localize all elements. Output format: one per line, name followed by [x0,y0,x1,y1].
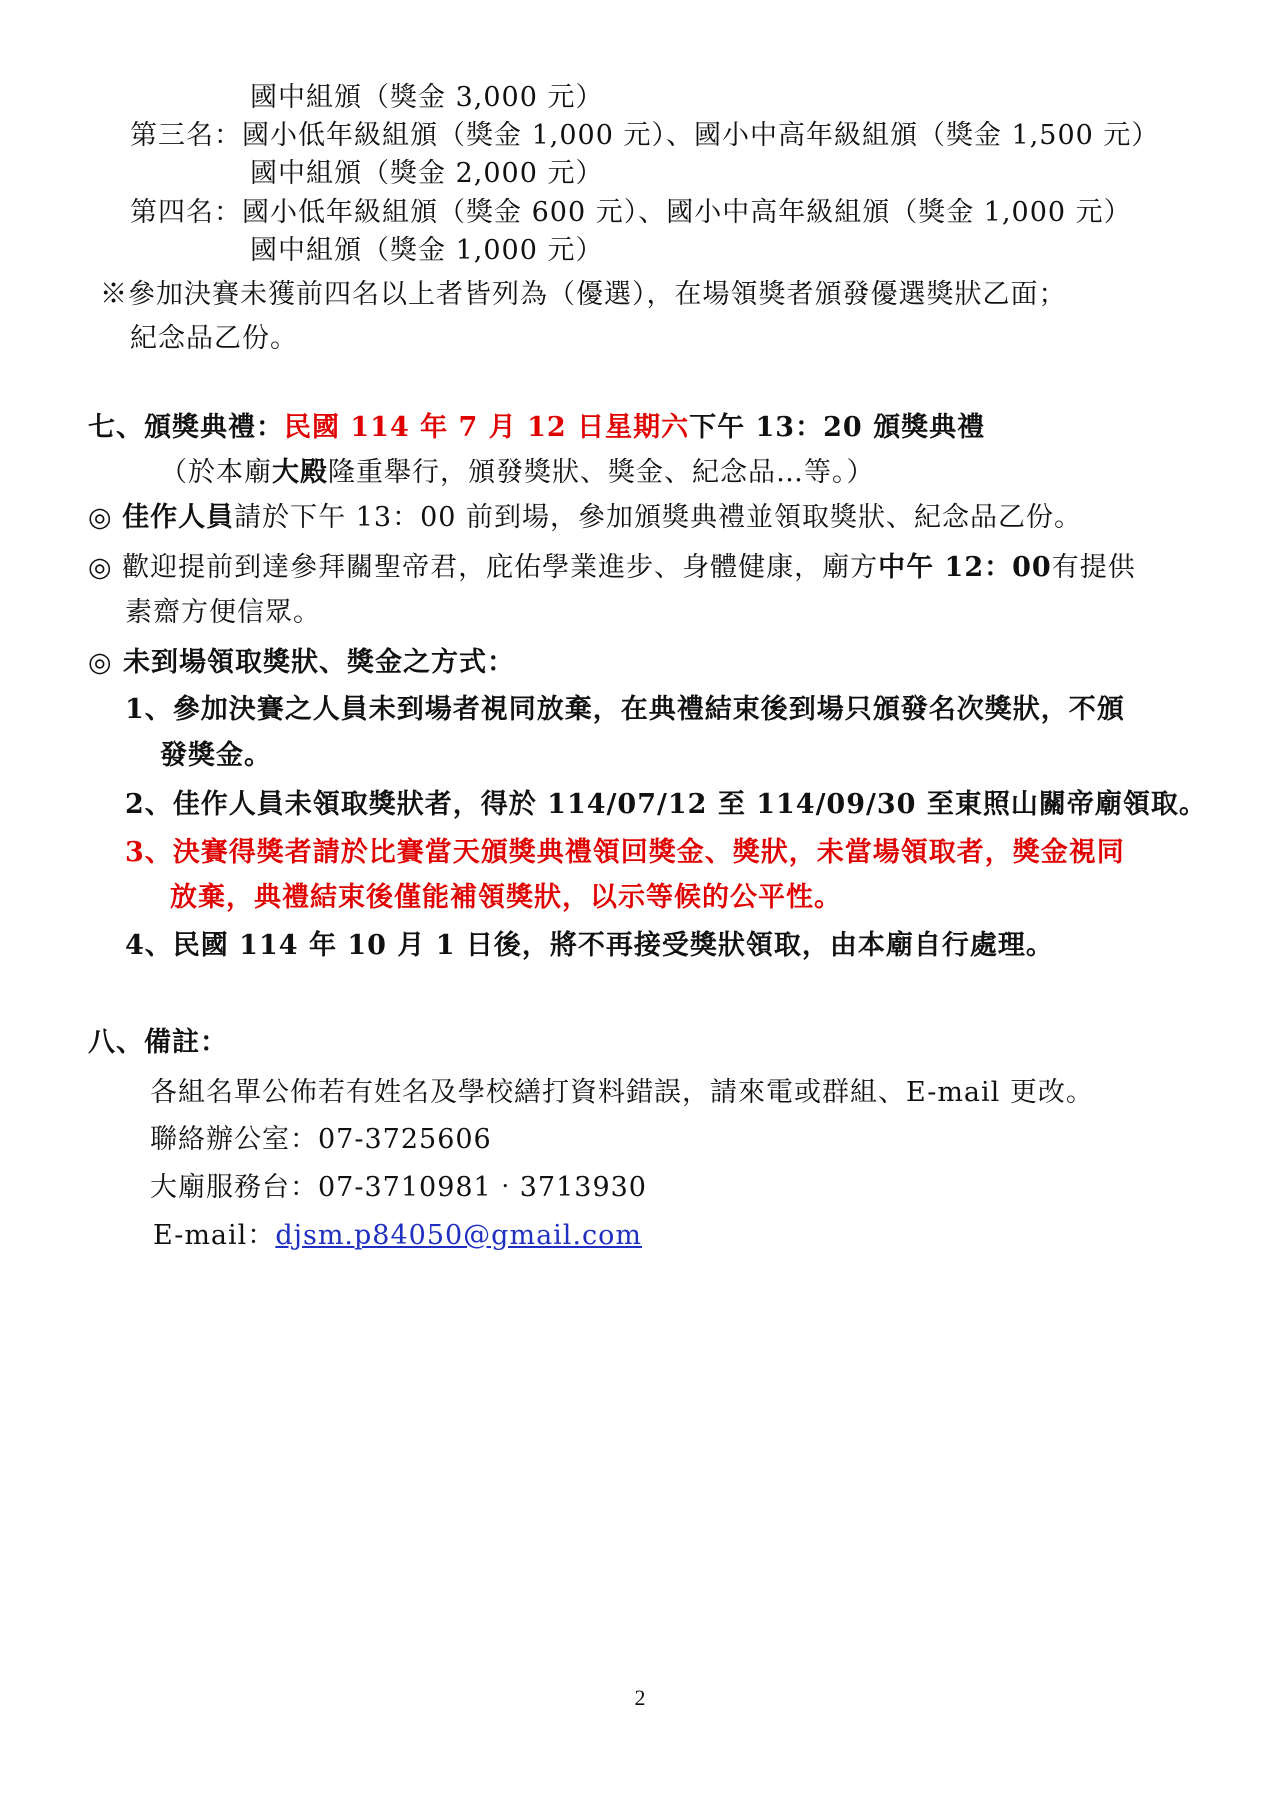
page-number: 2 [634,1685,646,1710]
contact-service-desk: 大廟服務台：07-3710981‧3713930 [150,1172,647,1203]
contact-office: 聯絡辦公室：07-3725606 [150,1124,492,1155]
item-unclaimed-heading: ◎ 未到場領取獎狀、獎金之方式： [88,647,515,678]
item-welcome: ◎ 歡迎提前到達參拜關聖帝君，庇佑學業進步、身體健康，廟方中午 12：00有提供 [88,552,1136,583]
rule-4: 4、民國 114 年 10 月 1 日後，將不再接受獎狀領取，由本廟自行處理。 [125,930,1054,961]
rule-2: 2、佳作人員未領取獎狀者，得於 114/07/12 至 114/09/30 至東照山關帝廟領取。 [125,789,1207,820]
rule-3-line2: 放棄，典禮結束後僅能補領獎狀，以示等候的公平性。 [170,882,842,913]
prize-fourth-junior: 國中組頒（獎金 1,000 元） [250,235,604,266]
bullet-circle-icon: ◎ [88,502,123,533]
email-link[interactable]: djsm.p84050@gmail.com [275,1220,642,1251]
rule-1-line1: 1、參加決賽之人員未到場者視同放棄，在典禮結束後到場只頒發名次獎狀，不頒 [125,694,1125,725]
bullet-circle-icon: ◎ [88,552,123,583]
ceremony-venue-note: （於本廟大殿隆重舉行，頒發獎狀、獎金、紀念品…等。） [160,457,875,488]
contact-email-row [153,1218,642,1254]
item-merit-arrival: ◎ 佳作人員請於下午 13：00 前到場，參加頒獎典禮並領取獎狀、紀念品乙份。 [88,502,1083,533]
merit-note-line1: ※參加決賽未獲前四名以上者皆列為（優選），在場領獎者頒發優選獎狀乙面； [100,279,1067,310]
item-welcome-line2: 素齋方便信眾。 [125,597,321,628]
section8-heading: 八、備註： [88,1027,228,1058]
prize-line-junior-second: 國中組頒（獎金 3,000 元） [250,82,604,113]
prize-third-junior: 國中組頒（獎金 2,000 元） [250,158,604,189]
bullet-circle-icon: ◎ [88,647,123,678]
rule-3-line1: 3、決賽得獎者請於比賽當天頒獎典禮領回獎金、獎狀，未當場領取者，獎金視同 [125,837,1125,868]
section7-heading: 七、頒獎典禮：民國 114 年 7 月 12 日星期六下午 13：20 頒獎典禮 [88,412,986,443]
merit-note-line2: 紀念品乙份。 [130,323,298,354]
prize-third-line: 第三名：國小低年級組頒（獎金 1,000 元）、國小中高年級組頒（獎金 1,500 元） [130,120,1160,151]
rule-1-line2: 發獎金。 [160,740,272,771]
ceremony-date: 民國 114 年 7 月 12 日星期六 [284,412,690,443]
prize-fourth-line: 第四名：國小低年級組頒（獎金 600 元）、國小中高年級組頒（獎金 1,000 元） [130,197,1132,228]
fourth-place-label: 第四名： [130,197,242,228]
email-label: E-mail： [153,1220,276,1251]
third-place-label: 第三名： [130,120,242,151]
remark-correction: 各組名單公佈若有姓名及學校繕打資料錯誤，請來電或群組、E-mail 更改。 [150,1077,1094,1108]
ceremony-time: 下午 13：20 頒獎典禮 [689,412,986,443]
